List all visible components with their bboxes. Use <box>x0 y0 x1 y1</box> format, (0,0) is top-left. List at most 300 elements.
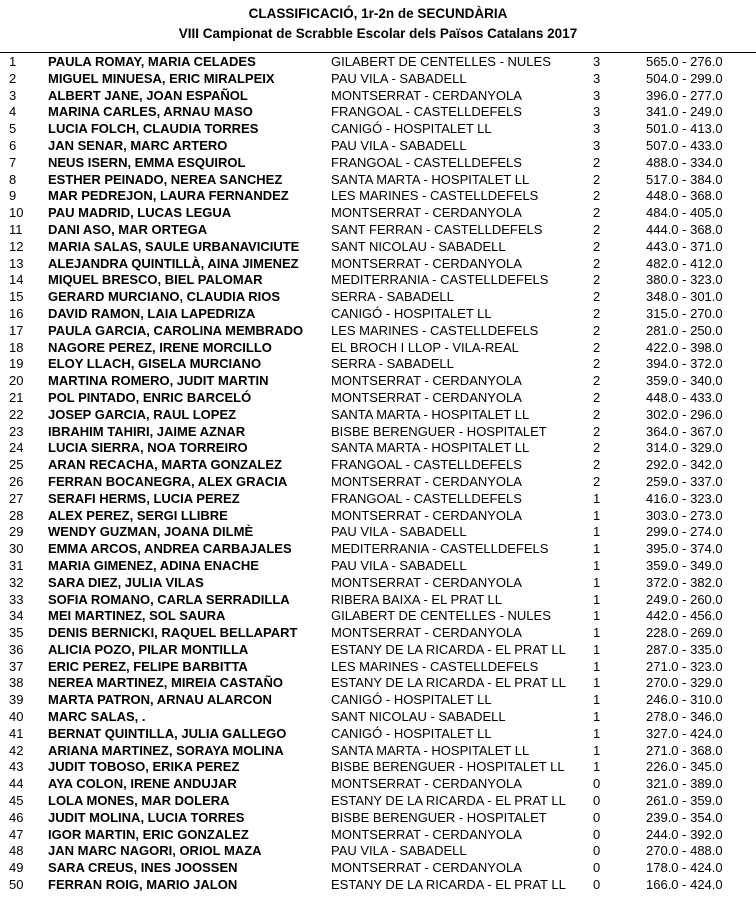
school-cell: MONTSERRAT - CERDANYOLA <box>331 776 522 792</box>
score-cell: 484.0 - 405.0 <box>646 205 723 221</box>
wins-cell: 0 <box>593 809 601 825</box>
score-cell: 504.0 - 299.0 <box>646 70 723 86</box>
table-row <box>0 138 756 155</box>
rank-cell: 43 <box>9 759 24 775</box>
pair-names-cell: MARIA GIMENEZ, ADINA ENACHE <box>48 557 259 573</box>
score-cell: 314.0 - 329.0 <box>646 440 723 456</box>
table-row <box>0 810 756 827</box>
table-row <box>0 239 756 256</box>
school-cell: BISBE BERENGUER - HOSPITALET LL <box>331 759 565 775</box>
wins-cell: 0 <box>593 793 601 809</box>
pair-names-cell: ALICIA POZO, PILAR MONTILLA <box>48 641 249 657</box>
table-row <box>0 592 756 609</box>
table-row <box>0 289 756 306</box>
pair-names-cell: MARTA PATRON, ARNAU ALARCON <box>48 692 272 708</box>
rank-cell: 18 <box>9 339 24 355</box>
pair-names-cell: JUDIT TOBOSO, ERIKA PEREZ <box>48 759 240 775</box>
wins-cell: 2 <box>593 188 601 204</box>
wins-cell: 2 <box>593 322 601 338</box>
rank-cell: 22 <box>9 406 24 422</box>
pair-names-cell: EMMA ARCOS, ANDREA CARBAJALES <box>48 541 292 557</box>
table-row <box>0 558 756 575</box>
school-cell: MONTSERRAT - CERDANYOLA <box>331 473 522 489</box>
pair-names-cell: JOSEP GARCIA, RAUL LOPEZ <box>48 406 237 422</box>
table-row <box>0 104 756 121</box>
score-cell: 226.0 - 345.0 <box>646 759 723 775</box>
table-row <box>0 272 756 289</box>
score-cell: 488.0 - 334.0 <box>646 154 723 170</box>
school-cell: MEDITERRANIA - CASTELLDEFELS <box>331 272 549 288</box>
wins-cell: 2 <box>593 205 601 221</box>
score-cell: 565.0 - 276.0 <box>646 54 723 69</box>
pair-names-cell: FERRAN BOCANEGRA, ALEX GRACIA <box>48 473 288 489</box>
rank-cell: 6 <box>9 137 17 153</box>
wins-cell: 2 <box>593 272 601 288</box>
score-cell: 299.0 - 274.0 <box>646 524 723 540</box>
rank-cell: 36 <box>9 641 24 657</box>
table-row <box>0 642 756 659</box>
table-row <box>0 692 756 709</box>
table-row <box>0 54 756 71</box>
rank-cell: 35 <box>9 625 24 641</box>
wins-cell: 3 <box>593 54 601 69</box>
table-row <box>0 306 756 323</box>
wins-cell: 2 <box>593 171 601 187</box>
school-cell: LES MARINES - CASTELLDEFELS <box>331 322 539 338</box>
rank-cell: 32 <box>9 574 24 590</box>
table-row <box>0 155 756 172</box>
score-cell: 443.0 - 371.0 <box>646 238 723 254</box>
rank-cell: 40 <box>9 709 24 725</box>
table-row <box>0 575 756 592</box>
school-cell: MONTSERRAT - CERDANYOLA <box>331 373 522 389</box>
wins-cell: 3 <box>593 104 601 120</box>
table-row <box>0 88 756 105</box>
school-cell: MONTSERRAT - CERDANYOLA <box>331 255 522 271</box>
table-row <box>0 860 756 877</box>
score-cell: 348.0 - 301.0 <box>646 289 723 305</box>
pair-names-cell: IGOR MARTIN, ERIC GONZALEZ <box>48 826 249 842</box>
rank-cell: 12 <box>9 238 24 254</box>
rank-cell: 33 <box>9 591 24 607</box>
wins-cell: 2 <box>593 238 601 254</box>
pair-names-cell: IBRAHIM TAHIRI, JAIME AZNAR <box>48 423 246 439</box>
standings-table <box>0 54 756 894</box>
score-cell: 482.0 - 412.0 <box>646 255 723 271</box>
school-cell: FRANGOAL - CASTELLDEFELS <box>331 490 522 506</box>
score-cell: 270.0 - 488.0 <box>646 843 723 859</box>
rank-cell: 2 <box>9 70 17 86</box>
table-row <box>0 709 756 726</box>
rank-cell: 8 <box>9 171 17 187</box>
wins-cell: 2 <box>593 221 601 237</box>
table-row <box>0 407 756 424</box>
school-cell: GILABERT DE CENTELLES - NULES <box>331 608 551 624</box>
wins-cell: 1 <box>593 524 601 540</box>
wins-cell: 3 <box>593 121 601 137</box>
table-row <box>0 793 756 810</box>
rank-cell: 21 <box>9 389 24 405</box>
wins-cell: 2 <box>593 255 601 271</box>
score-cell: 239.0 - 354.0 <box>646 809 723 825</box>
pair-names-cell: ELOY LLACH, GISELA MURCIANO <box>48 356 262 372</box>
pair-names-cell: MARTINA ROMERO, JUDIT MARTIN <box>48 373 269 389</box>
school-cell: MONTSERRAT - CERDANYOLA <box>331 860 522 876</box>
score-cell: 246.0 - 310.0 <box>646 692 723 708</box>
wins-cell: 2 <box>593 423 601 439</box>
school-cell: CANIGÓ - HOSPITALET LL <box>331 725 492 741</box>
school-cell: SANT NICOLAU - SABADELL <box>331 238 506 254</box>
rank-cell: 24 <box>9 440 24 456</box>
school-cell: CANIGÓ - HOSPITALET LL <box>331 692 492 708</box>
score-cell: 303.0 - 273.0 <box>646 507 723 523</box>
pair-names-cell: MEI MARTINEZ, SOL SAURA <box>48 608 226 624</box>
school-cell: SANTA MARTA - HOSPITALET LL <box>331 440 530 456</box>
pair-names-cell: MIQUEL BRESCO, BIEL PALOMAR <box>48 272 263 288</box>
rank-cell: 20 <box>9 373 24 389</box>
wins-cell: 1 <box>593 742 601 758</box>
pair-names-cell: DANI ASO, MAR ORTEGA <box>48 221 208 237</box>
rank-cell: 38 <box>9 675 24 691</box>
score-cell: 422.0 - 398.0 <box>646 339 723 355</box>
pair-names-cell: MARC SALAS, . <box>48 709 146 725</box>
school-cell: BISBE BERENGUER - HOSPITALET <box>331 423 547 439</box>
rank-cell: 4 <box>9 104 17 120</box>
wins-cell: 1 <box>593 625 601 641</box>
school-cell: MONTSERRAT - CERDANYOLA <box>331 205 522 221</box>
rank-cell: 11 <box>9 221 23 237</box>
score-cell: 372.0 - 382.0 <box>646 574 723 590</box>
rank-cell: 27 <box>9 490 24 506</box>
score-cell: 396.0 - 277.0 <box>646 87 723 103</box>
score-cell: 359.0 - 340.0 <box>646 373 723 389</box>
pair-names-cell: PAULA GARCIA, CAROLINA MEMBRADO <box>48 322 304 338</box>
school-cell: MONTSERRAT - CERDANYOLA <box>331 87 522 103</box>
pair-names-cell: AYA COLON, IRENE ANDUJAR <box>48 776 237 792</box>
wins-cell: 2 <box>593 305 601 321</box>
wins-cell: 1 <box>593 709 601 725</box>
rank-cell: 49 <box>9 860 24 876</box>
wins-cell: 0 <box>593 843 601 859</box>
wins-cell: 3 <box>593 137 601 153</box>
wins-cell: 1 <box>593 608 601 624</box>
score-cell: 416.0 - 323.0 <box>646 490 723 506</box>
score-cell: 292.0 - 342.0 <box>646 457 723 473</box>
table-row <box>0 524 756 541</box>
school-cell: ESTANY DE LA RICARDA - EL PRAT LL <box>331 793 566 809</box>
rank-cell: 25 <box>9 457 24 473</box>
wins-cell: 2 <box>593 473 601 489</box>
score-cell: 341.0 - 249.0 <box>646 104 723 120</box>
pair-names-cell: MARIA SALAS, SAULE URBANAVICIUTE <box>48 238 300 254</box>
score-cell: 359.0 - 349.0 <box>646 557 723 573</box>
rank-cell: 15 <box>9 289 24 305</box>
table-row <box>0 424 756 441</box>
school-cell: LES MARINES - CASTELLDEFELS <box>331 658 539 674</box>
school-cell: LES MARINES - CASTELLDEFELS <box>331 188 539 204</box>
score-cell: 444.0 - 368.0 <box>646 221 723 237</box>
pair-names-cell: WENDY GUZMAN, JOANA DILMÈ <box>48 524 254 540</box>
pair-names-cell: MIGUEL MINUESA, ERIC MIRALPEIX <box>48 70 275 86</box>
score-cell: 442.0 - 456.0 <box>646 608 723 624</box>
table-row <box>0 356 756 373</box>
score-cell: 228.0 - 269.0 <box>646 625 723 641</box>
score-cell: 281.0 - 250.0 <box>646 322 723 338</box>
rank-cell: 37 <box>9 658 24 674</box>
score-cell: 507.0 - 433.0 <box>646 137 723 153</box>
pair-names-cell: DAVID RAMON, LAIA LAPEDRIZA <box>48 305 256 321</box>
pair-names-cell: SARA CREUS, INES JOOSSEN <box>48 860 238 876</box>
school-cell: SANTA MARTA - HOSPITALET LL <box>331 171 530 187</box>
rank-cell: 42 <box>9 742 24 758</box>
table-row <box>0 440 756 457</box>
score-cell: 271.0 - 323.0 <box>646 658 723 674</box>
rank-cell: 39 <box>9 692 24 708</box>
score-cell: 380.0 - 323.0 <box>646 272 723 288</box>
wins-cell: 1 <box>593 692 601 708</box>
table-row <box>0 659 756 676</box>
rank-cell: 9 <box>9 188 17 204</box>
wins-cell: 2 <box>593 356 601 372</box>
school-cell: MONTSERRAT - CERDANYOLA <box>331 826 522 842</box>
rank-cell: 50 <box>9 877 24 893</box>
school-cell: MONTSERRAT - CERDANYOLA <box>331 574 522 590</box>
pair-names-cell: ERIC PEREZ, FELIPE BARBITTA <box>48 658 248 674</box>
wins-cell: 0 <box>593 826 601 842</box>
score-cell: 261.0 - 359.0 <box>646 793 723 809</box>
document-title: CLASSIFICACIÓ, 1r-2n de SECUNDÀRIA <box>248 6 508 21</box>
pair-names-cell: FERRAN ROIG, MARIO JALON <box>48 877 238 893</box>
score-cell: 271.0 - 368.0 <box>646 742 723 758</box>
wins-cell: 1 <box>593 557 601 573</box>
table-row <box>0 726 756 743</box>
table-row <box>0 205 756 222</box>
pair-names-cell: SOFIA ROMANO, CARLA SERRADILLA <box>48 591 290 607</box>
school-cell: CANIGÓ - HOSPITALET LL <box>331 305 492 321</box>
pair-names-cell: LOLA MONES, MAR DOLERA <box>48 793 230 809</box>
table-row <box>0 121 756 138</box>
table-row <box>0 323 756 340</box>
score-cell: 364.0 - 367.0 <box>646 423 723 439</box>
school-cell: MEDITERRANIA - CASTELLDEFELS <box>331 541 549 557</box>
table-row <box>0 843 756 860</box>
school-cell: ESTANY DE LA RICARDA - EL PRAT LL <box>331 877 566 893</box>
score-cell: 287.0 - 335.0 <box>646 641 723 657</box>
school-cell: RIBERA BAIXA - EL PRAT LL <box>331 591 502 607</box>
rank-cell: 28 <box>9 507 24 523</box>
table-row <box>0 541 756 558</box>
table-row <box>0 491 756 508</box>
rank-cell: 26 <box>9 473 24 489</box>
pair-names-cell: BERNAT QUINTILLA, JULIA GALLEGO <box>48 725 287 741</box>
rank-cell: 48 <box>9 843 24 859</box>
school-cell: SANT NICOLAU - SABADELL <box>331 709 506 725</box>
pair-names-cell: NAGORE PEREZ, IRENE MORCILLO <box>48 339 272 355</box>
wins-cell: 2 <box>593 339 601 355</box>
pair-names-cell: SARA DIEZ, JULIA VILAS <box>48 574 204 590</box>
wins-cell: 2 <box>593 289 601 305</box>
pair-names-cell: POL PINTADO, ENRIC BARCELÓ <box>48 389 252 405</box>
school-cell: FRANGOAL - CASTELLDEFELS <box>331 104 522 120</box>
wins-cell: 1 <box>593 490 601 506</box>
school-cell: SANTA MARTA - HOSPITALET LL <box>331 406 530 422</box>
pair-names-cell: JAN SENAR, MARC ARTERO <box>48 137 228 153</box>
pair-names-cell: JAN MARC NAGORI, ORIOL MAZA <box>48 843 262 859</box>
document-subtitle: VIII Campionat de Scrabble Escolar dels Països Catalans 2017 <box>178 26 578 41</box>
table-row <box>0 172 756 189</box>
table-row <box>0 608 756 625</box>
rank-cell: 23 <box>9 423 24 439</box>
table-row <box>0 340 756 357</box>
wins-cell: 2 <box>593 440 601 456</box>
rank-cell: 5 <box>9 121 17 137</box>
score-cell: 501.0 - 413.0 <box>646 121 723 137</box>
wins-cell: 1 <box>593 658 601 674</box>
rank-cell: 45 <box>9 793 24 809</box>
table-row <box>0 508 756 525</box>
school-cell: MONTSERRAT - CERDANYOLA <box>331 507 522 523</box>
score-cell: 327.0 - 424.0 <box>646 725 723 741</box>
rank-cell: 1 <box>9 54 17 69</box>
wins-cell: 3 <box>593 87 601 103</box>
wins-cell: 1 <box>593 574 601 590</box>
wins-cell: 3 <box>593 70 601 86</box>
rank-cell: 30 <box>9 541 24 557</box>
table-row <box>0 776 756 793</box>
school-cell: GILABERT DE CENTELLES - NULES <box>331 54 551 69</box>
wins-cell: 1 <box>593 641 601 657</box>
table-row <box>0 759 756 776</box>
wins-cell: 1 <box>593 759 601 775</box>
school-cell: BISBE BERENGUER - HOSPITALET <box>331 809 547 825</box>
pair-names-cell: ESTHER PEINADO, NEREA SANCHEZ <box>48 171 283 187</box>
rank-cell: 17 <box>9 322 24 338</box>
school-cell: ESTANY DE LA RICARDA - EL PRAT LL <box>331 641 566 657</box>
score-cell: 166.0 - 424.0 <box>646 877 723 893</box>
rank-cell: 44 <box>9 776 24 792</box>
table-row <box>0 457 756 474</box>
pair-names-cell: ALEX PEREZ, SERGI LLIBRE <box>48 507 228 523</box>
school-cell: MONTSERRAT - CERDANYOLA <box>331 625 522 641</box>
table-row <box>0 625 756 642</box>
rank-cell: 41 <box>9 725 24 741</box>
wins-cell: 1 <box>593 725 601 741</box>
pair-names-cell: JUDIT MOLINA, LUCIA TORRES <box>48 809 245 825</box>
pair-names-cell: LUCIA SIERRA, NOA TORREIRO <box>48 440 248 456</box>
rank-cell: 13 <box>9 255 24 271</box>
school-cell: EL BROCH I LLOP - VILA-REAL <box>331 339 519 355</box>
rank-cell: 16 <box>9 305 24 321</box>
pair-names-cell: LUCIA FOLCH, CLAUDIA TORRES <box>48 121 259 137</box>
table-row <box>0 675 756 692</box>
school-cell: CANIGÓ - HOSPITALET LL <box>331 121 492 137</box>
wins-cell: 2 <box>593 389 601 405</box>
pair-names-cell: SERAFI HERMS, LUCIA PEREZ <box>48 490 240 506</box>
table-row <box>0 373 756 390</box>
score-cell: 270.0 - 329.0 <box>646 675 723 691</box>
score-cell: 448.0 - 368.0 <box>646 188 723 204</box>
wins-cell: 1 <box>593 541 601 557</box>
score-cell: 315.0 - 270.0 <box>646 305 723 321</box>
score-cell: 259.0 - 337.0 <box>646 473 723 489</box>
school-cell: MONTSERRAT - CERDANYOLA <box>331 389 522 405</box>
pair-names-cell: GERARD MURCIANO, CLAUDIA RIOS <box>48 289 281 305</box>
school-cell: FRANGOAL - CASTELLDEFELS <box>331 457 522 473</box>
wins-cell: 2 <box>593 406 601 422</box>
rank-cell: 47 <box>9 826 24 842</box>
score-cell: 395.0 - 374.0 <box>646 541 723 557</box>
rank-cell: 3 <box>9 87 17 103</box>
wins-cell: 0 <box>593 776 601 792</box>
school-cell: SERRA - SABADELL <box>331 356 454 372</box>
score-cell: 249.0 - 260.0 <box>646 591 723 607</box>
pair-names-cell: MAR PEDREJON, LAURA FERNANDEZ <box>48 188 289 204</box>
wins-cell: 1 <box>593 675 601 691</box>
pair-names-cell: ALBERT JANE, JOAN ESPAÑOL <box>48 87 248 103</box>
rank-cell: 31 <box>9 557 24 573</box>
wins-cell: 2 <box>593 457 601 473</box>
rank-cell: 34 <box>9 608 24 624</box>
rank-cell: 19 <box>9 356 24 372</box>
score-cell: 302.0 - 296.0 <box>646 406 723 422</box>
table-row <box>0 256 756 273</box>
table-row <box>0 877 756 894</box>
header-divider <box>0 52 756 53</box>
score-cell: 244.0 - 392.0 <box>646 826 723 842</box>
table-row <box>0 827 756 844</box>
table-row <box>0 188 756 205</box>
wins-cell: 0 <box>593 877 601 893</box>
score-cell: 178.0 - 424.0 <box>646 860 723 876</box>
table-row <box>0 222 756 239</box>
school-cell: SANTA MARTA - HOSPITALET LL <box>331 742 530 758</box>
wins-cell: 1 <box>593 591 601 607</box>
school-cell: FRANGOAL - CASTELLDEFELS <box>331 154 522 170</box>
school-cell: PAU VILA - SABADELL <box>331 70 467 86</box>
school-cell: PAU VILA - SABADELL <box>331 557 467 573</box>
table-row <box>0 743 756 760</box>
pair-names-cell: MARINA CARLES, ARNAU MASO <box>48 104 253 120</box>
rank-cell: 14 <box>9 272 24 288</box>
school-cell: PAU VILA - SABADELL <box>331 843 467 859</box>
pair-names-cell: ALEJANDRA QUINTILLÀ, AINA JIMENEZ <box>48 255 299 271</box>
pair-names-cell: NEUS ISERN, EMMA ESQUIROL <box>48 154 246 170</box>
wins-cell: 2 <box>593 373 601 389</box>
school-cell: ESTANY DE LA RICARDA - EL PRAT LL <box>331 675 566 691</box>
score-cell: 321.0 - 389.0 <box>646 776 723 792</box>
table-row <box>0 474 756 491</box>
rank-cell: 29 <box>9 524 24 540</box>
school-cell: SANT FERRAN - CASTELLDEFELS <box>331 221 543 237</box>
score-cell: 394.0 - 372.0 <box>646 356 723 372</box>
school-cell: PAU VILA - SABADELL <box>331 524 467 540</box>
score-cell: 517.0 - 384.0 <box>646 171 723 187</box>
rank-cell: 7 <box>9 154 17 170</box>
rank-cell: 46 <box>9 809 24 825</box>
pair-names-cell: DENIS BERNICKI, RAQUEL BELLAPART <box>48 625 298 641</box>
wins-cell: 0 <box>593 860 601 876</box>
pair-names-cell: ARIANA MARTINEZ, SORAYA MOLINA <box>48 742 284 758</box>
wins-cell: 2 <box>593 154 601 170</box>
pair-names-cell: NEREA MARTINEZ, MIREIA CASTAÑO <box>48 675 283 691</box>
pair-names-cell: PAU MADRID, LUCAS LEGUA <box>48 205 232 221</box>
pair-names-cell: ARAN RECACHA, MARTA GONZALEZ <box>48 457 282 473</box>
table-row <box>0 390 756 407</box>
score-cell: 278.0 - 346.0 <box>646 709 723 725</box>
school-cell: SERRA - SABADELL <box>331 289 454 305</box>
table-row <box>0 71 756 88</box>
wins-cell: 1 <box>593 507 601 523</box>
